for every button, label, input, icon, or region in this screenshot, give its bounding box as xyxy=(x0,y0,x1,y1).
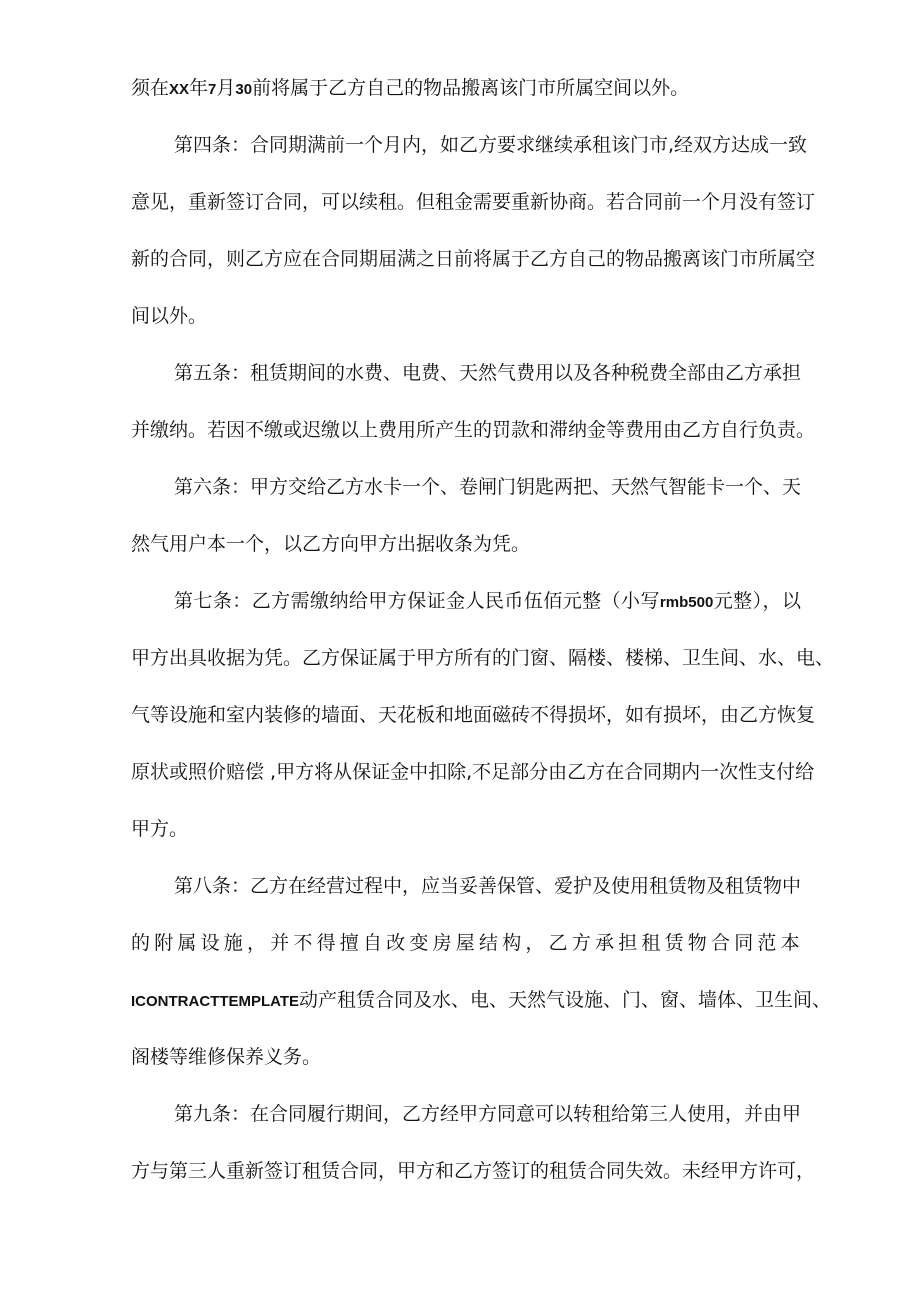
paragraph-line: 第五条：租赁期间的水费、电费、天然气费用以及各种税费全部由乙方承担 xyxy=(174,362,802,384)
paragraph-line: 第八条：乙方在经营过程中，应当妥善保管、爱护及使用租赁物及租赁物中 xyxy=(174,875,802,897)
paragraph-line: 然气用户本一个，以乙方向甲方出据收条为凭。 xyxy=(131,533,531,555)
paragraph-line: 间以外。 xyxy=(131,305,208,327)
paragraph-line: 甲方。 xyxy=(131,818,189,840)
paragraph-line: 的附属设施，并不得擅自改变房屋结构，乙方承担租赁物合同范本 xyxy=(131,932,804,954)
paragraph-line: 气等设施和室内装修的墙面、天花板和地面磁砖不得损坏，如有损坏，由乙方恢复 xyxy=(131,704,816,726)
paragraph-line: 意见，重新签订合同，可以续租。但租金需要重新协商。若合同前一个月没有签订 xyxy=(131,191,816,213)
paragraph-line: 第九条：在合同履行期间，乙方经甲方同意可以转租给第三人使用，并由甲 xyxy=(174,1103,802,1125)
paragraph-line: 原状或照价赔偿 ,甲方将从保证金中扣除,不足部分由乙方在合同期内一次性支付给 xyxy=(131,761,815,783)
paragraph-line: 新的合同，则乙方应在合同期届满之日前将属于乙方自己的物品搬离该门市所属空 xyxy=(131,248,816,270)
paragraph-line: 须在XX年7月30前将属于乙方自己的物品搬离该门市所属空间以外。 xyxy=(131,77,690,99)
paragraph-line: 第四条：合同期满前一个月内，如乙方要求继续承租该门市,经双方达成一致 xyxy=(174,134,808,156)
paragraph-line: 方与第三人重新签订租赁合同，甲方和乙方签订的租赁合同失效。未经甲方许可， xyxy=(131,1160,816,1182)
paragraph-line: 第六条：甲方交给乙方水卡一个、卷闸门钥匙两把、天然气智能卡一个、天 xyxy=(174,476,802,498)
paragraph-line: 阁楼等维修保养义务。 xyxy=(131,1046,322,1068)
paragraph-line: ICONTRACTTEMPLATE动产租赁合同及水、电、天然气设施、门、窗、墙体、卫生间、 xyxy=(131,989,832,1011)
paragraph-line: 并缴纳。若因不缴或迟缴以上费用所产生的罚款和滞纳金等费用由乙方自行负责。 xyxy=(131,419,816,441)
paragraph-line: 甲方出具收据为凭。乙方保证属于甲方所有的门窗、隔楼、楼梯、卫生间、水、电、 xyxy=(131,647,835,669)
paragraph-line: 第七条：乙方需缴纳给甲方保证金人民币伍佰元整（小写rmb500元整），以 xyxy=(174,590,801,612)
